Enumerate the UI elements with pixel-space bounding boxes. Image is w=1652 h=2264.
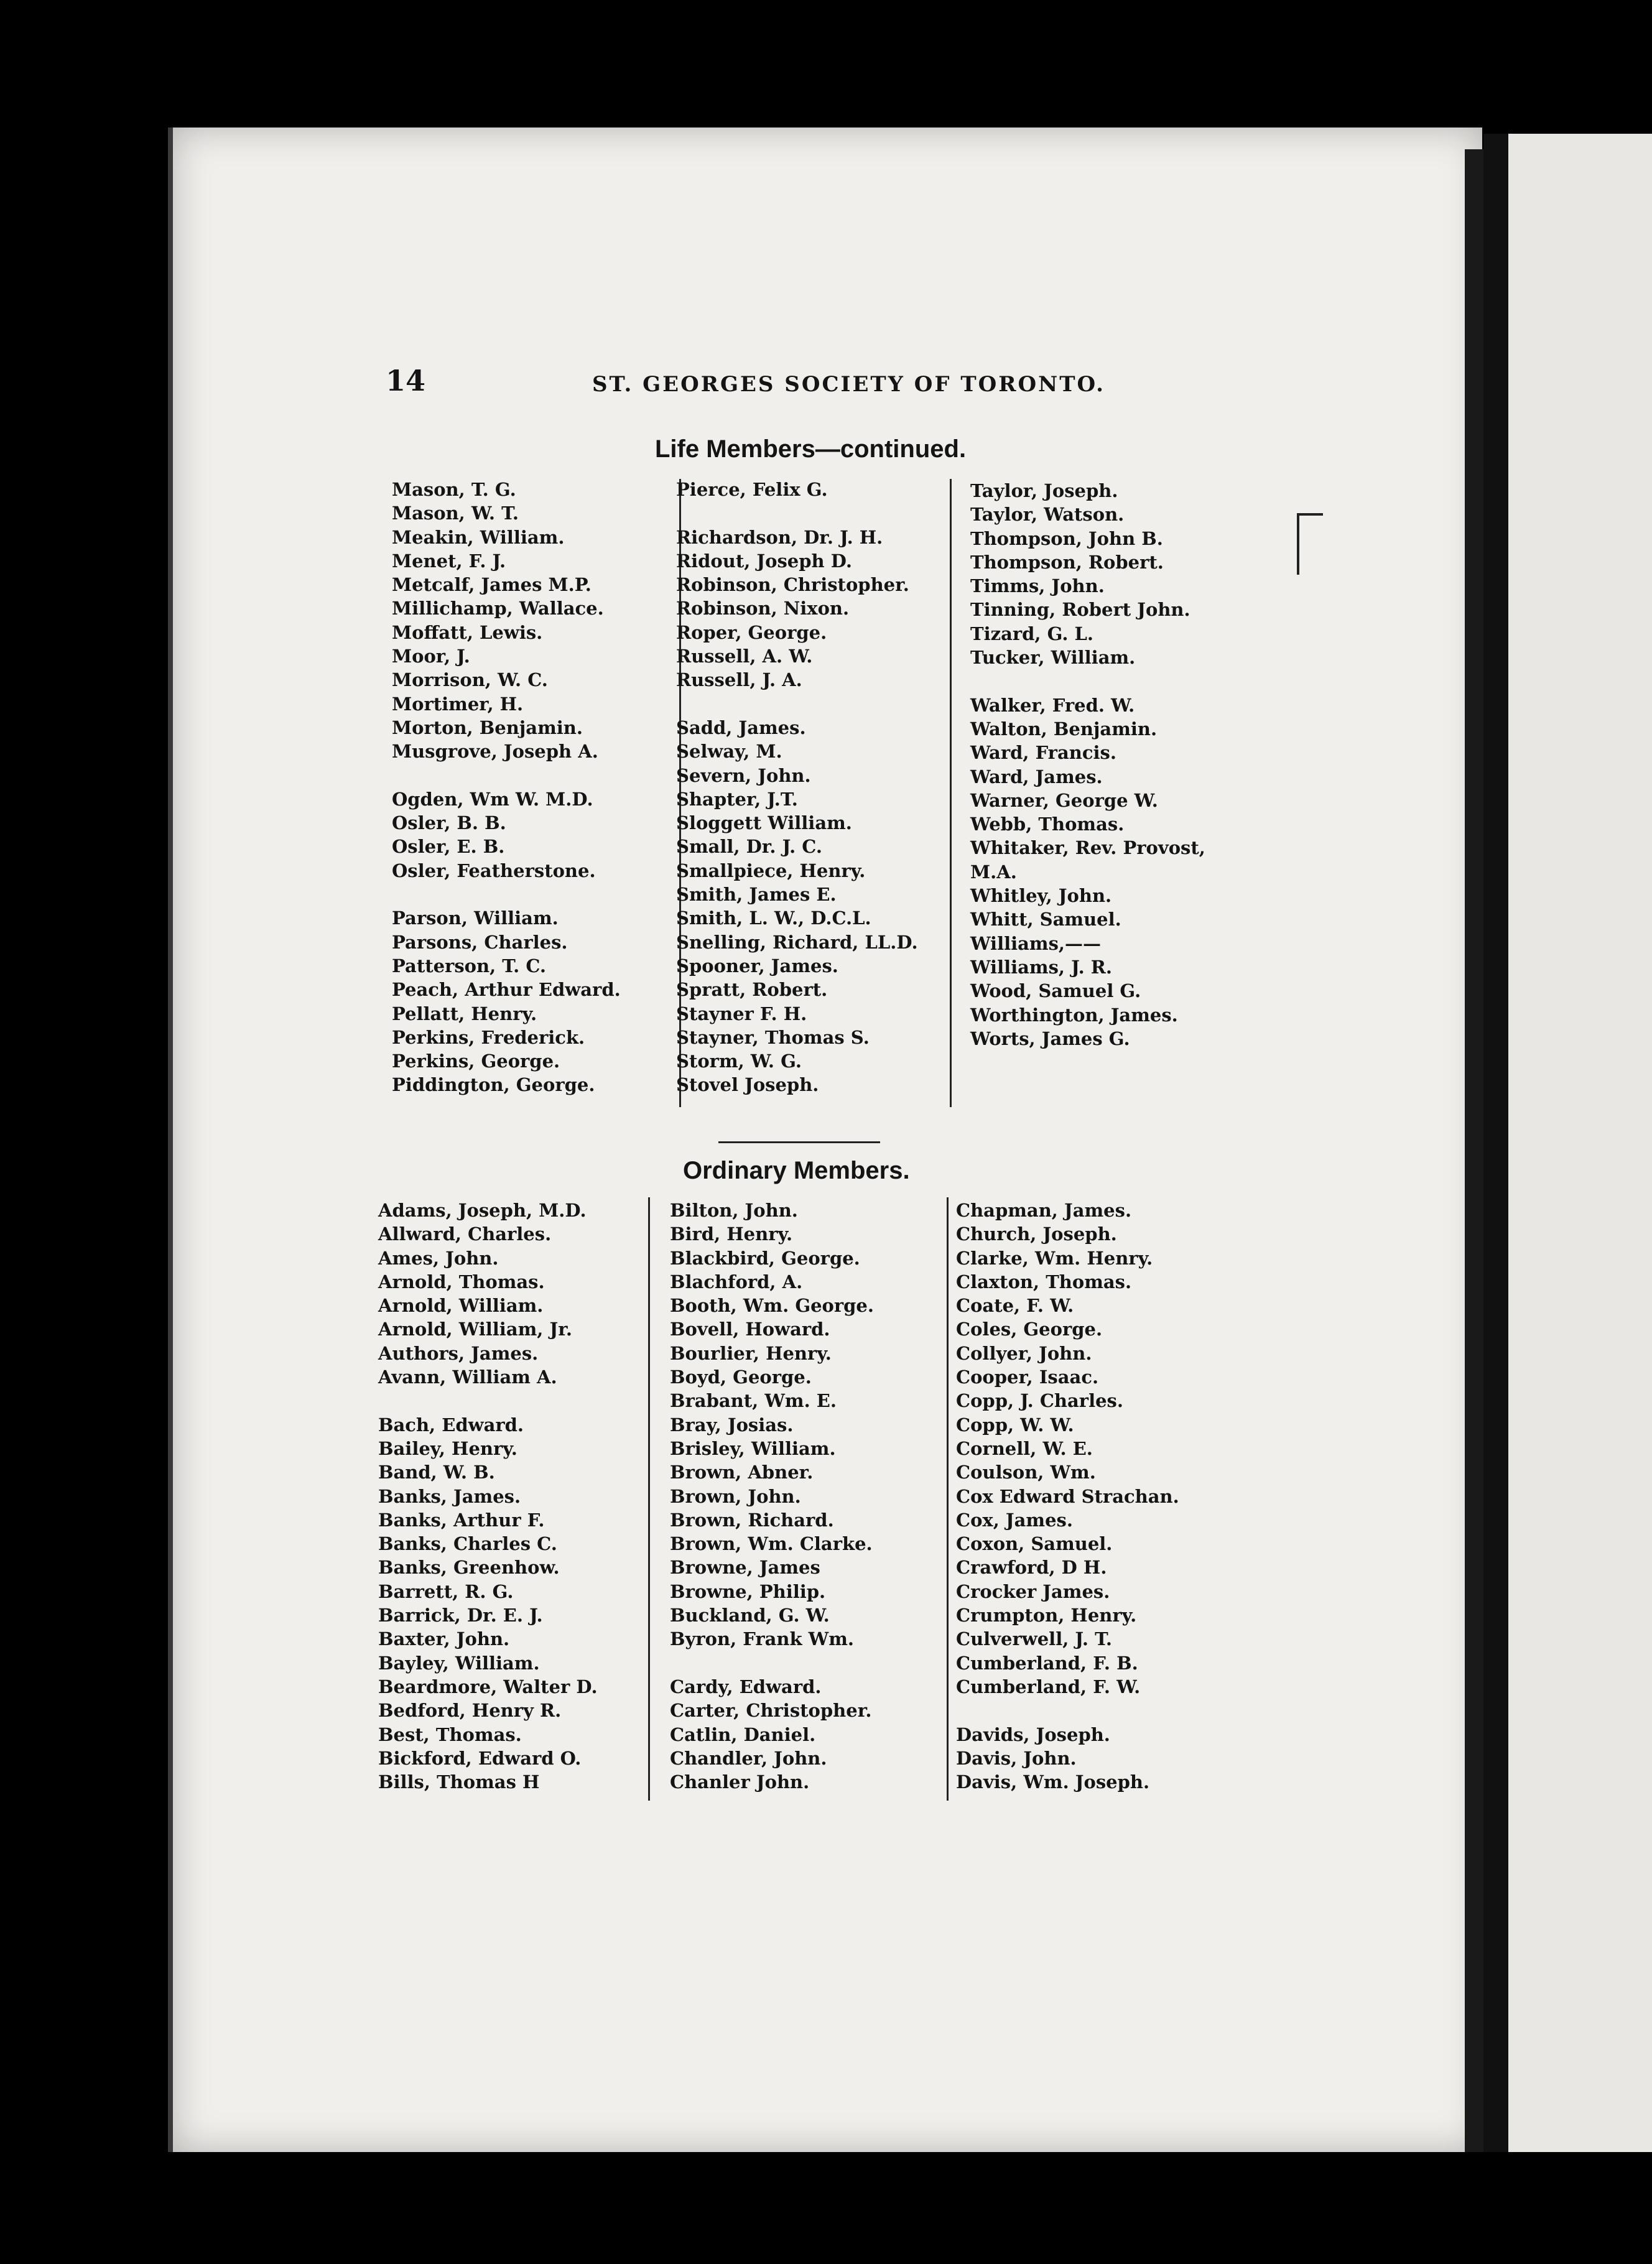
- member-entry: Roper, George.: [676, 621, 827, 643]
- life-members-column-1: [392, 478, 621, 1097]
- member-entry: Piddington, George.: [392, 1074, 595, 1096]
- ordinary-members-heading: Ordinary Members.: [683, 1157, 910, 1184]
- pencil-bracket-mark: [1297, 513, 1323, 575]
- member-entry: Blachford, A.: [670, 1271, 803, 1292]
- running-header: ST. GEORGES SOCIETY OF TORONTO.: [592, 372, 1105, 397]
- member-entry: Taylor, Joseph.: [970, 480, 1118, 501]
- member-entry: Buckland, G. W.: [670, 1605, 830, 1626]
- member-entry: Cumberland, F. W.: [956, 1676, 1141, 1697]
- member-entry: Smith, James E.: [676, 884, 837, 906]
- member-entry: Mason, T. G.: [392, 479, 516, 500]
- member-entry: Moor, J.: [392, 646, 470, 667]
- member-entry: Banks, Greenhow.: [378, 1557, 560, 1579]
- member-entry: Thompson, Robert.: [970, 551, 1164, 573]
- member-entry: Brown, John.: [670, 1485, 801, 1507]
- member-entry: Robinson, Nixon.: [676, 598, 850, 619]
- member-entry: Barrick, Dr. E. J.: [378, 1605, 543, 1626]
- column-divider: [648, 1197, 650, 1801]
- member-entry: Copp, W. W.: [956, 1414, 1074, 1436]
- member-entry: Arnold, Thomas.: [378, 1271, 545, 1292]
- member-entry: Bourlier, Henry.: [670, 1342, 832, 1364]
- member-entry: Cumberland, F. B.: [956, 1652, 1138, 1674]
- ordinary-members-column-2: [670, 1199, 874, 1794]
- member-entry: Cox Edward Strachan.: [956, 1485, 1179, 1507]
- member-entry: M.A.: [970, 861, 1017, 883]
- member-entry: Timms, John.: [970, 575, 1105, 597]
- member-entry: Worthington, James.: [970, 1004, 1178, 1026]
- member-entry: Boyd, George.: [670, 1366, 812, 1388]
- member-entry: Tizard, G. L.: [970, 623, 1094, 644]
- member-entry: Worts, James G.: [970, 1028, 1130, 1049]
- blank-line: [670, 1651, 874, 1675]
- member-entry: Authors, James.: [378, 1342, 539, 1364]
- page-number: 14: [386, 364, 426, 397]
- member-entry: Arnold, William.: [378, 1295, 544, 1317]
- member-entry: Morton, Benjamin.: [392, 717, 583, 738]
- member-entry: Best, Thomas.: [378, 1724, 522, 1745]
- member-entry: Patterson, T. C.: [392, 955, 546, 977]
- member-entry: Perkins, George.: [392, 1051, 560, 1072]
- member-entry: Morrison, W. C.: [392, 669, 548, 691]
- member-entry: Sadd, James.: [676, 717, 806, 738]
- member-entry: Spratt, Robert.: [676, 979, 828, 1001]
- member-entry: Bach, Edward.: [378, 1414, 524, 1436]
- member-entry: Bird, Henry.: [670, 1223, 793, 1245]
- member-entry: Carter, Christopher.: [670, 1700, 872, 1722]
- member-entry: Storm, W. G.: [676, 1051, 802, 1072]
- member-entry: Tinning, Robert John.: [970, 599, 1190, 621]
- member-entry: Banks, Charles C.: [378, 1533, 557, 1555]
- member-entry: Perkins, Frederick.: [392, 1026, 585, 1048]
- member-entry: Chapman, James.: [956, 1200, 1132, 1221]
- ordinary-members-column-1: [378, 1199, 598, 1794]
- member-entry: Millichamp, Wallace.: [392, 598, 604, 619]
- member-entry: Bickford, Edward O.: [378, 1747, 582, 1769]
- member-entry: Small, Dr. J. C.: [676, 836, 822, 858]
- member-entry: Cooper, Isaac.: [956, 1366, 1099, 1388]
- member-entry: Chanler John.: [670, 1771, 810, 1793]
- facing-page-shadow: [1483, 134, 1508, 2152]
- life-members-heading: Life Members—continued.: [655, 435, 967, 463]
- blank-line: [676, 501, 918, 525]
- member-entry: Adams, Joseph, M.D.: [378, 1200, 587, 1221]
- member-entry: Parson, William.: [392, 907, 559, 929]
- member-entry: Severn, John.: [676, 764, 811, 786]
- member-entry: Metcalf, James M.P.: [392, 574, 592, 596]
- member-entry: Brisley, William.: [670, 1437, 836, 1459]
- member-entry: Barrett, R. G.: [378, 1580, 514, 1602]
- member-entry: Smith, L. W., D.C.L.: [676, 907, 871, 929]
- member-entry: Pierce, Felix G.: [676, 479, 828, 500]
- member-entry: Snelling, Richard, LL.D.: [676, 931, 918, 953]
- member-entry: Ridout, Joseph D.: [676, 550, 852, 572]
- member-entry: Walton, Benjamin.: [970, 718, 1158, 740]
- life-members-column-3: [970, 479, 1205, 1051]
- member-entry: Brown, Abner.: [670, 1462, 814, 1483]
- member-entry: Sloggett William.: [676, 812, 852, 834]
- member-entry: Baxter, John.: [378, 1628, 510, 1650]
- member-entry: Banks, James.: [378, 1485, 521, 1507]
- member-entry: Coulson, Wm.: [956, 1462, 1096, 1483]
- member-entry: Russell, J. A.: [676, 669, 802, 691]
- member-entry: Ward, James.: [970, 766, 1103, 787]
- column-divider: [950, 479, 952, 1107]
- member-entry: Ward, Francis.: [970, 742, 1116, 764]
- member-entry: Brabant, Wm. E.: [670, 1390, 837, 1412]
- member-entry: Meakin, William.: [392, 526, 565, 548]
- member-entry: Crumpton, Henry.: [956, 1605, 1137, 1626]
- facing-page-edge: [1483, 134, 1652, 2152]
- member-entry: Williams,——: [970, 932, 1102, 954]
- member-entry: Whitaker, Rev. Provost,: [970, 837, 1205, 859]
- member-entry: Spooner, James.: [676, 955, 838, 977]
- member-entry: Warner, George W.: [970, 789, 1158, 811]
- member-entry: Selway, M.: [676, 741, 782, 763]
- member-entry: Collyer, John.: [956, 1342, 1092, 1364]
- member-entry: Copp, J. Charles.: [956, 1390, 1123, 1412]
- member-entry: Brown, Wm. Clarke.: [670, 1533, 873, 1555]
- member-entry: Smallpiece, Henry.: [676, 860, 866, 881]
- member-entry: Allward, Charles.: [378, 1223, 552, 1245]
- blank-line: [392, 883, 621, 906]
- member-entry: Parsons, Charles.: [392, 931, 568, 953]
- member-entry: Davids, Joseph.: [956, 1724, 1110, 1745]
- member-entry: Browne, Philip.: [670, 1580, 826, 1602]
- member-entry: Brown, Richard.: [670, 1509, 834, 1531]
- member-entry: Bilton, John.: [670, 1200, 798, 1221]
- member-entry: Clarke, Wm. Henry.: [956, 1247, 1153, 1269]
- life-members-column-2: [676, 478, 918, 1097]
- member-entry: Musgrove, Joseph A.: [392, 741, 598, 763]
- member-entry: Mason, W. T.: [392, 503, 519, 524]
- member-entry: Blackbird, George.: [670, 1247, 860, 1269]
- member-entry: Shapter, J.T.: [676, 788, 798, 810]
- section-divider-rule: [718, 1141, 880, 1143]
- member-entry: Beardmore, Walter D.: [378, 1676, 598, 1697]
- member-entry: Byron, Frank Wm.: [670, 1628, 855, 1650]
- member-entry: Coate, F. W.: [956, 1295, 1074, 1317]
- member-entry: Bayley, William.: [378, 1652, 540, 1674]
- blank-line: [378, 1389, 598, 1413]
- member-entry: Avann, William A.: [378, 1366, 557, 1388]
- blank-line: [392, 764, 621, 787]
- member-entry: Taylor, Watson.: [970, 504, 1125, 526]
- ordinary-members-column-3: [956, 1199, 1179, 1794]
- member-entry: Booth, Wm. George.: [670, 1295, 874, 1317]
- member-entry: Coles, George.: [956, 1319, 1103, 1340]
- member-entry: Pellatt, Henry.: [392, 1003, 537, 1024]
- member-entry: Tucker, William.: [970, 647, 1136, 669]
- column-divider: [947, 1197, 949, 1801]
- member-entry: Claxton, Thomas.: [956, 1271, 1132, 1292]
- member-entry: Cardy, Edward.: [670, 1676, 822, 1697]
- member-entry: Cox, James.: [956, 1509, 1073, 1531]
- member-entry: Mortimer, H.: [392, 693, 524, 715]
- member-entry: Bovell, Howard.: [670, 1319, 830, 1340]
- member-entry: Richardson, Dr. J. H.: [676, 526, 883, 548]
- member-entry: Ames, John.: [378, 1247, 499, 1269]
- member-entry: Moffatt, Lewis.: [392, 621, 543, 643]
- blank-line: [956, 1699, 1179, 1722]
- member-entry: Stayner F. H.: [676, 1003, 807, 1024]
- blank-line: [676, 692, 918, 716]
- member-entry: Chandler, John.: [670, 1747, 827, 1769]
- member-entry: Robinson, Christopher.: [676, 574, 909, 596]
- member-entry: Stovel Joseph.: [676, 1074, 819, 1096]
- member-entry: Bailey, Henry.: [378, 1437, 517, 1459]
- member-entry: Walker, Fred. W.: [970, 694, 1135, 716]
- member-entry: Crocker James.: [956, 1580, 1110, 1602]
- member-entry: Browne, James: [670, 1557, 820, 1579]
- member-entry: Davis, Wm. Joseph.: [956, 1771, 1150, 1793]
- member-entry: Peach, Arthur Edward.: [392, 979, 621, 1001]
- member-entry: Whitley, John.: [970, 885, 1112, 907]
- page-gutter-shadow: [1465, 149, 1483, 2152]
- member-entry: Davis, John.: [956, 1747, 1077, 1769]
- member-entry: Russell, A. W.: [676, 646, 813, 667]
- member-entry: Band, W. B.: [378, 1462, 495, 1483]
- member-entry: Coxon, Samuel.: [956, 1533, 1113, 1555]
- member-entry: Bills, Thomas H: [378, 1771, 540, 1793]
- member-entry: Cornell, W. E.: [956, 1437, 1093, 1459]
- member-entry: Webb, Thomas.: [970, 814, 1125, 835]
- member-entry: Thompson, John B.: [970, 527, 1163, 549]
- member-entry: Crawford, D H.: [956, 1557, 1107, 1579]
- blank-line: [970, 669, 1205, 693]
- member-entry: Wood, Samuel G.: [970, 980, 1141, 1002]
- member-entry: Osler, E. B.: [392, 836, 505, 858]
- member-entry: Church, Joseph.: [956, 1223, 1117, 1245]
- member-entry: Bedford, Henry R.: [378, 1700, 562, 1722]
- book-page: [168, 128, 1482, 2152]
- member-entry: Banks, Arthur F.: [378, 1509, 545, 1531]
- member-entry: Menet, F. J.: [392, 550, 506, 572]
- member-entry: Bray, Josias.: [670, 1414, 794, 1436]
- member-entry: Arnold, William, Jr.: [378, 1319, 572, 1340]
- member-entry: Ogden, Wm W. M.D.: [392, 788, 593, 810]
- member-entry: Williams, J. R.: [970, 956, 1112, 978]
- member-entry: Culverwell, J. T.: [956, 1628, 1113, 1650]
- member-entry: Osler, Featherstone.: [392, 860, 596, 881]
- member-entry: Stayner, Thomas S.: [676, 1026, 870, 1048]
- member-entry: Catlin, Daniel.: [670, 1724, 816, 1745]
- member-entry: Whitt, Samuel.: [970, 909, 1121, 930]
- member-entry: Osler, B. B.: [392, 812, 506, 834]
